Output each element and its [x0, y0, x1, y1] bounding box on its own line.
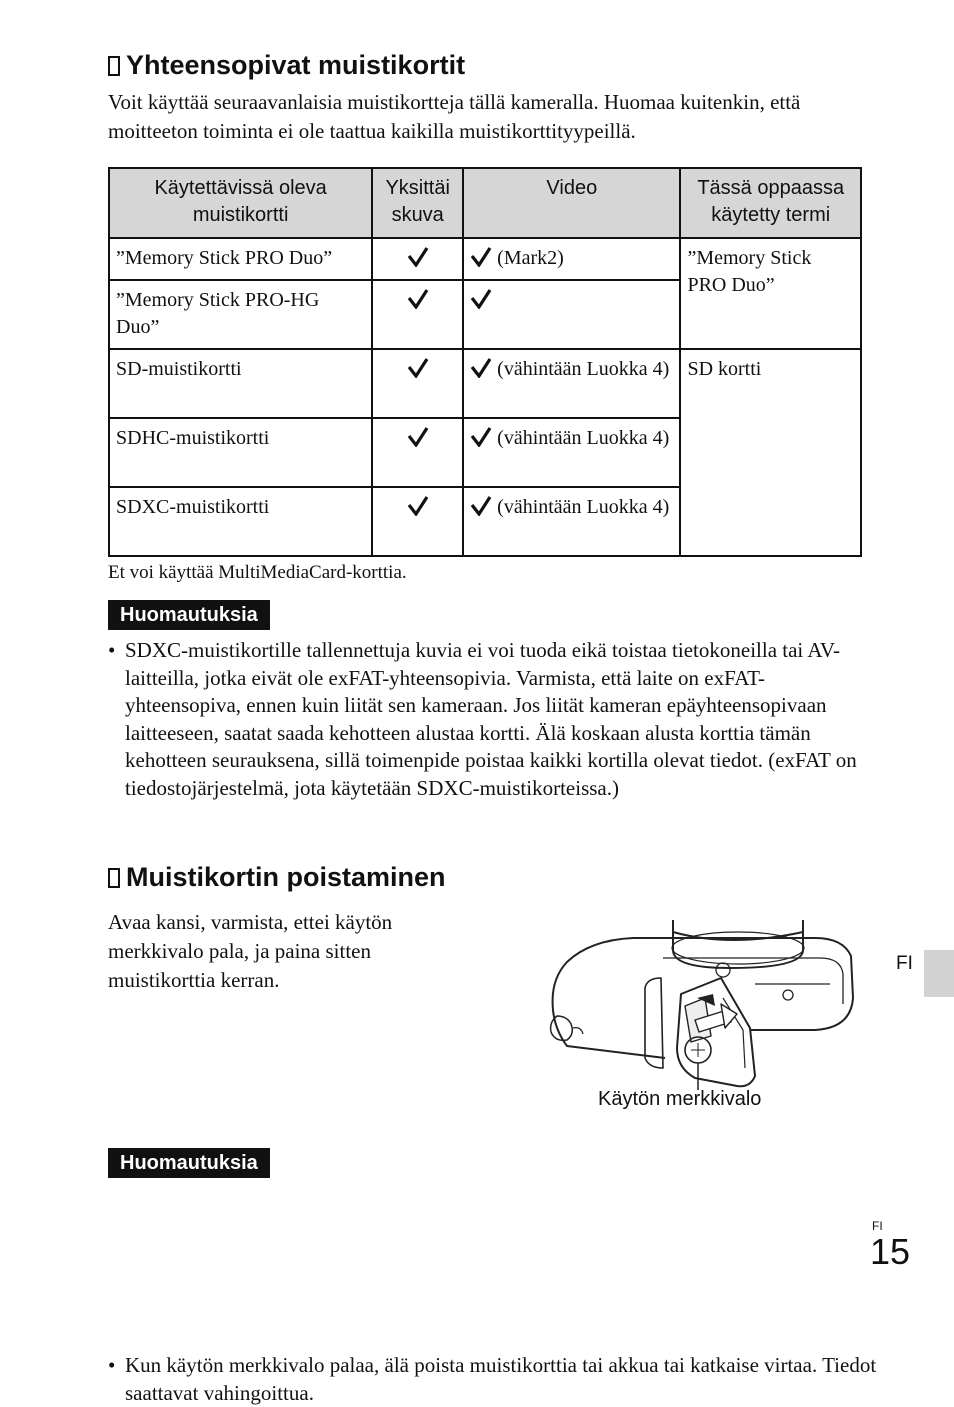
header-video: Video [463, 168, 680, 238]
video-note: (Mark2) [497, 247, 564, 269]
side-tab [924, 950, 954, 997]
section-title-remove-card [108, 862, 446, 893]
check-icon [470, 247, 492, 267]
notes-label [108, 600, 270, 630]
bullet-icon: • [108, 638, 116, 662]
cell-still [372, 349, 463, 418]
cell-card: SDXC-muistikortti [109, 487, 372, 556]
notes-label [108, 1148, 270, 1178]
header-card: Käytettävissä oleva muistikortti [109, 168, 372, 238]
section-marker-icon [108, 56, 120, 76]
bullet-icon: • [108, 1353, 116, 1377]
cell-video [463, 349, 680, 418]
table-row [109, 349, 861, 418]
cell-card: SDHC-muistikortti [109, 418, 372, 487]
figure-label: Käytön merkkivalo [598, 1088, 762, 1110]
cell-term: SD kortti [680, 349, 861, 556]
section-title-compatible-cards [108, 50, 465, 81]
memory-card-table-wrap [108, 167, 862, 557]
check-icon [470, 427, 492, 447]
intro-paragraph: Voit käyttää seuraavanlaisia muistikortteja tällä kameralla. Huomaa kuitenkin, että moitteeton toiminta ei ole taattua kaikilla muistikorttityypeillä. [108, 90, 801, 143]
list-item [108, 1352, 881, 1407]
cell-card: SD-muistikortti [109, 349, 372, 418]
cell-card: ”Memory Stick PRO-HG Duo” [109, 280, 372, 349]
cell-card: ”Memory Stick PRO Duo” [109, 238, 372, 280]
cell-term: ”Memory Stick PRO Duo” [680, 238, 861, 349]
cell-still [372, 418, 463, 487]
notes-badge: Huomautuksia [108, 600, 270, 630]
check-icon [407, 358, 429, 378]
section-title-text: Muistikortin poistaminen [126, 862, 446, 892]
note-text: SDXC-muistikortille tallennettuja kuvia ei voi tuoda eikä toistaa tietokoneilla tai AV-laitteilla, jotka eivät ole exFAT-yhteensopivia. Varmista, että laite on exFAT-yhteensopiva, ennen kuin liität sen kameraan. Jos liität kameran epäyhteensopivaan laitteeseen, saatat saada kehotteen alustaa kortti. Älä koskaan alusta korttia tämän kehotteen seurauksena, sillä toimenpide poistaa kaikki kortilla olevat tiedot. (exFAT on tiedostojärjestelmä, jota käytetään SDXC-muistikorteissa.) [125, 638, 857, 800]
cell-video [463, 418, 680, 487]
header-still: Yksittäi skuva [372, 168, 463, 238]
table-row [109, 238, 861, 280]
cell-video [463, 487, 680, 556]
check-icon [407, 496, 429, 516]
table-header-row [109, 168, 861, 238]
camera-card-slot-illustration [545, 918, 860, 1093]
mmc-note: Et voi käyttää MultiMediaCard-korttia. [108, 562, 407, 583]
list-item [108, 637, 881, 802]
note-text: Kun käytön merkkivalo palaa, älä poista muistikorttia tai akkua tai katkaise virtaa. Tiedot saattavat vahingoittua. [125, 1353, 877, 1405]
cell-still [372, 238, 463, 280]
memory-card-table [108, 167, 862, 557]
check-icon [407, 289, 429, 309]
header-term: Tässä oppaassa käytetty termi [680, 168, 861, 238]
notes-badge: Huomautuksia [108, 1148, 270, 1178]
check-icon [407, 247, 429, 267]
check-icon [470, 358, 492, 378]
page-number: 15 [870, 1231, 911, 1272]
video-note: (vähintään Luokka 4) [497, 358, 670, 380]
check-icon [470, 289, 492, 309]
section-marker-icon [108, 868, 120, 888]
footer-lang: FI [872, 1219, 883, 1233]
section-title-text: Yhteensopivat muistikortit [126, 50, 466, 80]
cell-video [463, 280, 680, 349]
side-lang-label: FI [896, 953, 913, 974]
check-icon [470, 496, 492, 516]
remove-instructions: Avaa kansi, varmista, ettei käytön merkkivalo pala, ja paina sitten muistikorttia kerran. [108, 910, 393, 992]
video-note: (vähintään Luokka 4) [497, 427, 670, 449]
check-icon [407, 427, 429, 447]
video-note: (vähintään Luokka 4) [497, 496, 670, 518]
cell-still [372, 280, 463, 349]
cell-still [372, 487, 463, 556]
cell-video [463, 238, 680, 280]
